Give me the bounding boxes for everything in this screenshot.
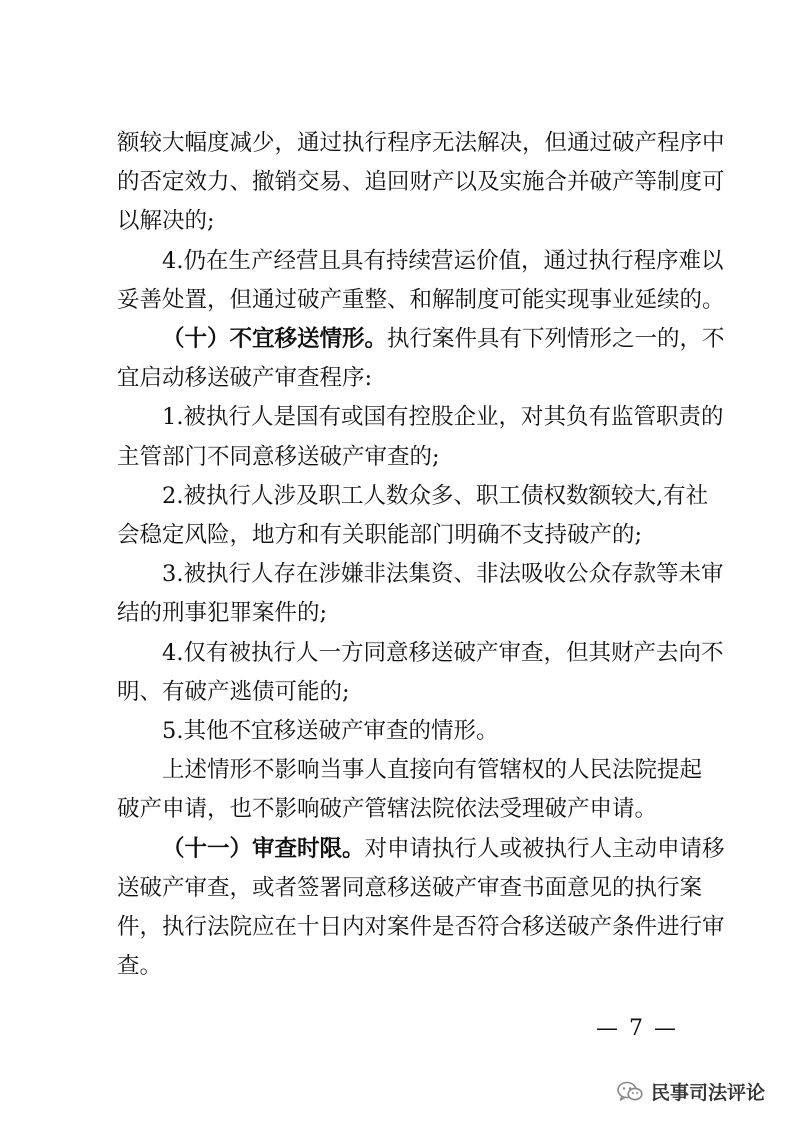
text-line: 4.仍在生产经营且具有持续营运价值，通过执行程序难以 [162, 247, 724, 274]
paragraph-item-4 [117, 634, 724, 712]
text-line: 查。 [117, 953, 163, 980]
wechat-watermark [617, 1078, 765, 1105]
watermark-text: 民事司法评论 [651, 1082, 766, 1104]
text-line: 1.被执行人是国有或国有控股企业，对其负有监管职责的 [162, 404, 724, 431]
text-line: 会稳定风险，地方和有关职能部门明确不支持破产的; [117, 522, 643, 549]
text-line: 明、有破产逃债可能的; [117, 678, 350, 705]
section-eleven-review-deadline [117, 830, 725, 987]
wechat-icon [617, 1081, 643, 1103]
section-text: 对申请执行人或被执行人主动申请移 [364, 835, 725, 862]
paragraph-item-2 [117, 477, 709, 555]
text-line: 以解决的; [117, 208, 215, 235]
section-heading: （十一）审查时限。 [162, 835, 365, 862]
section-text: 执行案件具有下列情形之一的，不 [387, 326, 725, 353]
paragraph-item-1 [117, 398, 724, 476]
paragraph-note [117, 751, 702, 829]
page-number: — 7 — [596, 1016, 678, 1041]
paragraph-item-5 [117, 712, 702, 751]
text-line [117, 320, 725, 359]
text-line: 妥善处置，但通过破产重整、和解制度可能实现事业延续的。 [117, 286, 725, 313]
text-line: 宜启动移送破产审查程序: [117, 365, 373, 392]
text-line: 件，执行法院应在十日内对案件是否符合移送破产条件进行审 [117, 914, 725, 941]
document-body [117, 124, 725, 986]
text-line: 额较大幅度减少，通过执行程序无法解决，但通过破产程序中 [117, 130, 725, 156]
text-line: 结的刑事犯罪案件的; [117, 600, 328, 627]
text-line: 2.被执行人涉及职工人数众多、职工债权数额较大,有社 [162, 482, 709, 509]
text-line: 5.其他不宜移送破产审查的情形。 [162, 718, 499, 745]
text-line: 3.被执行人存在涉嫌非法集资、非法吸收公众存款等未审 [162, 561, 724, 588]
text-line: 上述情形不影响当事人直接向有管辖权的人民法院提起 [162, 757, 703, 784]
text-line: 破产申请，也不影响破产管辖法院依法受理破产申请。 [117, 796, 658, 823]
paragraph-item-4-viable [117, 242, 725, 320]
section-ten-unsuitable-cases [117, 320, 725, 398]
section-heading: （十）不宜移送情形。 [162, 326, 388, 353]
text-line [117, 830, 725, 869]
text-line: 主管部门不同意移送破产审查的; [117, 443, 440, 470]
text-line: 送破产审查，或者签署同意移送破产审查书面意见的执行案 [117, 874, 703, 901]
text-line: 4.仅有被执行人一方同意移送破产审查，但其财产去向不 [162, 639, 724, 666]
paragraph-1 [117, 124, 725, 242]
text-line: 的否定效力、撤销交易、追回财产以及实施合并破产等制度可 [117, 169, 725, 196]
paragraph-item-3 [117, 555, 724, 633]
